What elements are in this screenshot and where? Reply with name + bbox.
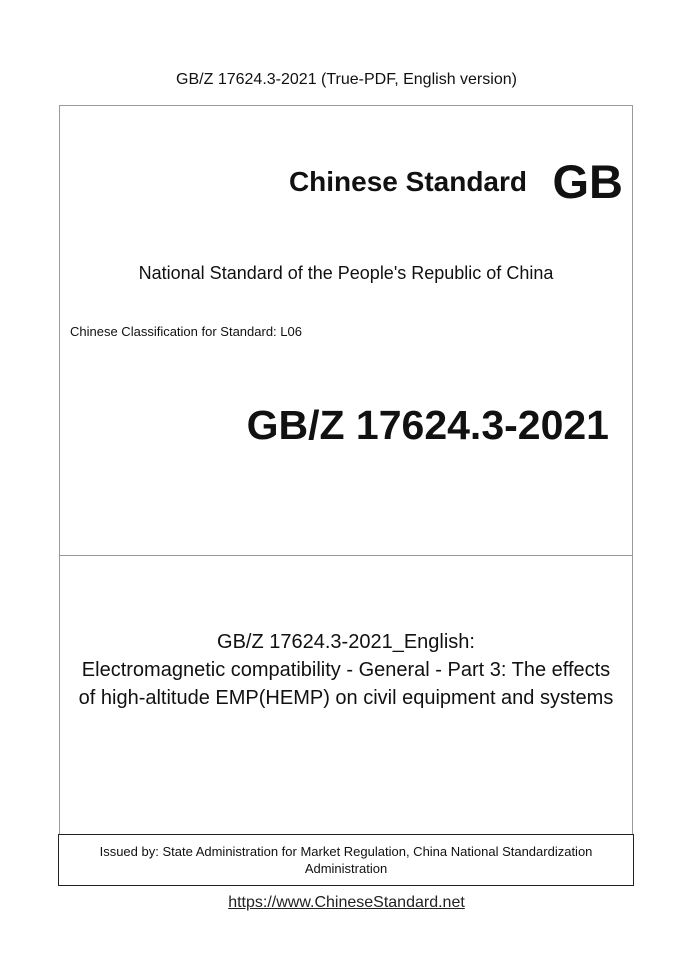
standard-number: GB/Z 17624.3-2021 (246, 402, 609, 448)
document-header: GB/Z 17624.3-2021 (True-PDF, English version) (176, 71, 517, 88)
national-standard-subtitle: National Standard of the People's Republic of China (138, 263, 554, 283)
cover-frame (59, 105, 633, 835)
summary-line-2: Electromagnetic compatibility - General - Part 3: The effects (81, 659, 611, 681)
classification-text: Chinese Classification for Standard: L06 (70, 324, 302, 339)
website-link[interactable]: https://www.ChineseStandard.net (228, 894, 465, 911)
standard-summary (59, 628, 633, 712)
summary-line-1: GB/Z 17624.3-2021_English: (217, 631, 475, 653)
section-divider (59, 555, 633, 556)
title-row (59, 157, 633, 207)
issuer-line-2: Administration (304, 861, 388, 876)
summary-line-3: of high-altitude EMP(HEMP) on civil equipment and systems (78, 687, 614, 709)
issuer-line-1: Issued by: State Administration for Market Regulation, China National Standardization (99, 844, 593, 859)
issuer-box (58, 834, 634, 886)
chinese-standard-title: Chinese Standard (288, 166, 527, 197)
gb-mark: GB (552, 155, 623, 208)
